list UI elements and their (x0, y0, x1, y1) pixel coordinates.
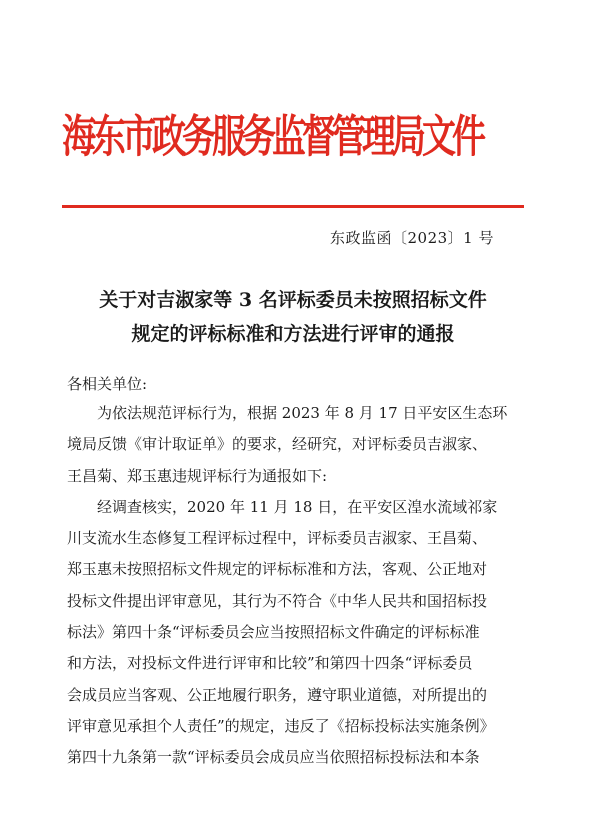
document-title (62, 283, 524, 351)
document-number: 东政监函〔2023〕1 号 (330, 229, 494, 247)
body-line: 和方法，对投标文件进行评审和比较”和第四十四条“评标委员 (67, 654, 473, 673)
body-line: 评审意见承担个人责任”的规定，违反了《招标投标法实施条例》 (67, 716, 495, 735)
header-divider (62, 205, 524, 208)
body-line: 境局反馈《审计取证单》的要求，经研究，对评标委员吉淑家、 (67, 435, 488, 454)
document-title-line-2: 规定的评标标准和方法进行评审的通报 (131, 323, 455, 345)
issuing-authority-header: 海东市政务服务监督管理局文件 (62, 111, 482, 164)
body-line: 标法》第四十条“评标委员会应当按照招标文件确定的评标标准 (67, 623, 480, 642)
body-line: 为依法规范评标行为，根据 2023 年 8 月 17 日平安区生态环 (97, 404, 508, 422)
body-line: 王昌菊、郑玉惠违规评标行为通报如下: (67, 466, 328, 485)
salutation: 各相关单位: (67, 375, 148, 393)
body-line: 投标文件提出评审意见，其行为不符合《中华人民共和国招标投 (67, 591, 488, 610)
body-line: 第四十九条第一款“评标委员会成员应当依照招标投标法和本条 (67, 748, 480, 767)
body-line: 会成员应当客观、公正地履行职务，遵守职业道德，对所提出的 (67, 685, 488, 704)
body-line: 郑玉惠未按照招标文件规定的评标标准和方法，客观、公正地对 (67, 560, 488, 579)
document-body (67, 398, 527, 774)
document-title-line-1: 关于对吉淑家等 3 名评标委员未按照招标文件 (99, 289, 487, 311)
body-line: 川支流水生态修复工程评标过程中，评标委员吉淑家、王昌菊、 (67, 529, 488, 548)
body-line: 经调查核实，2020 年 11 月 18 日，在平安区湟水流域祁家 (97, 497, 498, 516)
